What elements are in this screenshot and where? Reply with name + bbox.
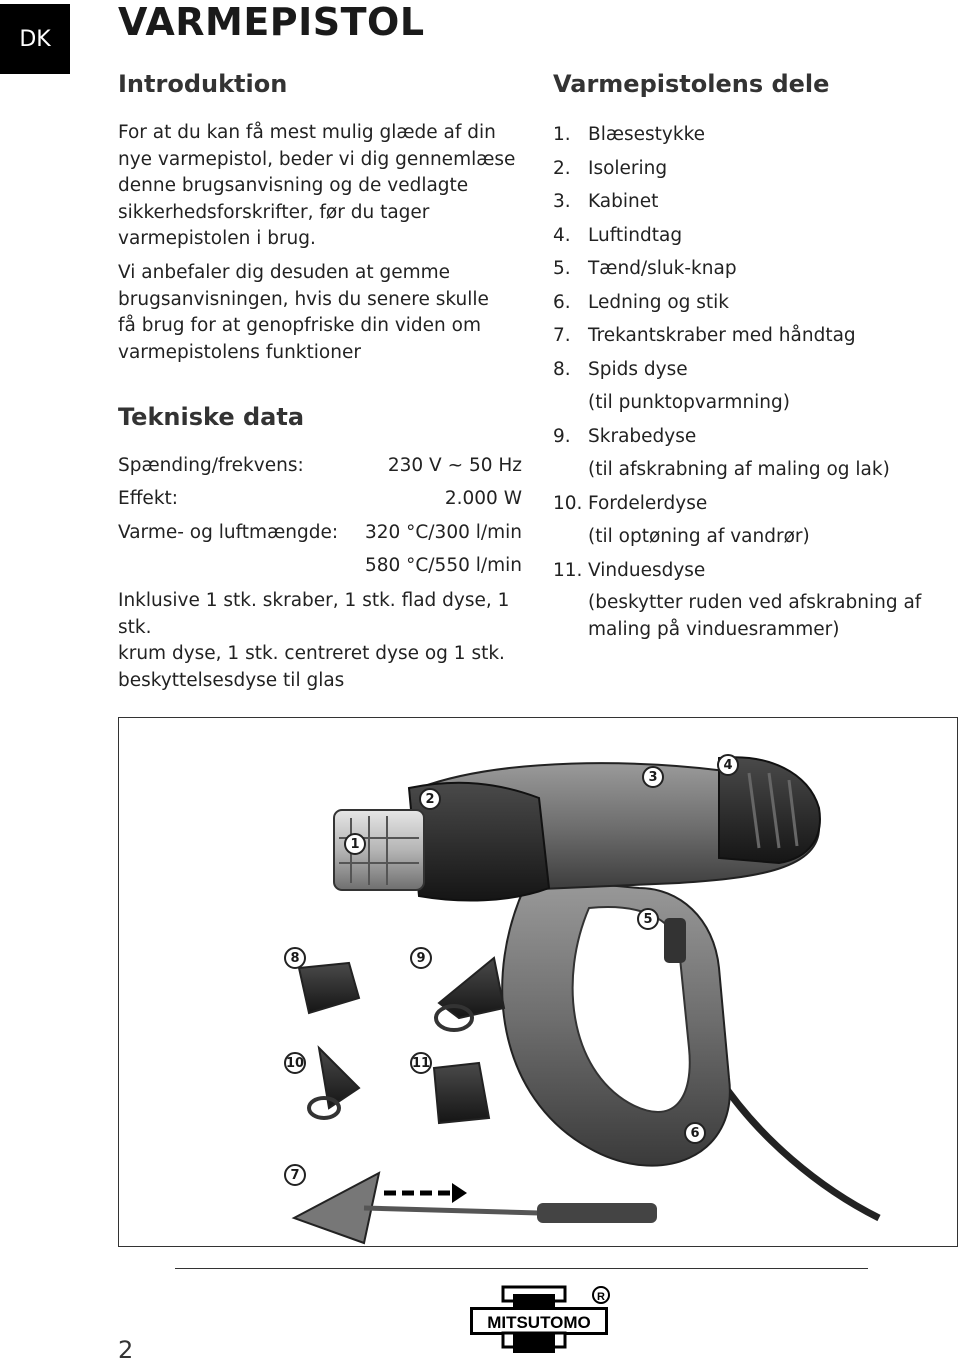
page-number: 2 [118,1336,134,1364]
callout-1: 1 [344,833,366,855]
parts-item-sub [553,388,953,422]
scraper-nozzle [439,958,504,1018]
parts-item [553,489,953,523]
window-nozzle [434,1063,489,1123]
parts-item [553,422,953,456]
parts-item [553,556,953,590]
parts-item-sub [553,455,953,489]
intro-line: varmepistolen i brug. [118,228,316,249]
brand-name: MITSUTOMO [487,1313,591,1332]
brand-logo [470,1285,615,1364]
document-title: VARMEPISTOL [118,0,425,44]
spec-label: Spænding/frekvens: [118,455,304,476]
language-tab [0,4,70,74]
heat-gun-illustration [119,718,958,1247]
intro-line: brugsanvisningen, hvis du senere skulle [118,288,489,310]
parts-item-text: Vinduesdyse [588,559,706,581]
intro-line: få brug for at genopfriske din viden om [118,315,481,336]
parts-item-number: 1. [553,124,571,145]
scraper-handle [537,1203,657,1223]
parts-item [553,120,953,154]
parts-item-text: Ledning og stik [588,291,730,313]
parts-item [553,254,953,288]
intro-line: For at du kan få mest mulig glæde af din [118,122,496,143]
scraper-arrowhead [452,1183,467,1203]
intro-line: varmepistolens funktioner [118,341,361,363]
callout-10: 10 [284,1052,306,1074]
parts-item-number: 6. [553,291,571,313]
footer-rule [175,1268,868,1269]
spec-value: 580 °C/550 l/min [364,555,522,576]
parts-list [553,120,953,643]
scraper-shaft [364,1208,539,1213]
parts-item-subtext: maling på vinduesrammer) [588,619,840,640]
parts-item-subtext: (til afskrabning af maling og lak) [588,459,890,480]
included-line: Inklusive 1 stk. skraber, 1 stk. flad dyse, 1 stk. [118,590,510,638]
registered-mark: R [597,1291,605,1303]
power-switch [664,918,686,963]
parts-item [553,154,953,188]
intro-paragraph-2 [118,260,538,366]
parts-item-subtext: (beskytter ruden ved afskrabning af [588,592,922,613]
parts-item [553,187,953,221]
parts-item-subtext: (til punktopvarmning) [588,392,790,413]
parts-item-number: 2. [553,157,571,179]
product-figure [118,717,958,1247]
spec-value: 320 °C/300 l/min [364,522,522,543]
parts-item-subtext: (til optøning af vandrør) [588,526,810,547]
parts-item-number: 3. [553,191,571,212]
intro-line: denne brugsanvisning og de vedlagte [118,175,469,196]
language-code: DK [19,26,51,52]
parts-item [553,221,953,255]
parts-item-number: 4. [553,224,571,246]
spot-nozzle [299,963,359,1013]
spec-value: 2.000 W [444,488,522,509]
included-line: krum dyse, 1 stk. centreret dyse og 1 stk. [118,643,505,664]
parts-item-number: 10. [553,492,583,514]
callout-9: 9 [410,947,432,969]
included-line: beskyttelsesdyse til glas [118,669,345,691]
parts-item-text: Luftindtag [588,224,683,246]
intro-line: nye varmepistol, beder vi dig gennemlæse [118,148,516,170]
parts-item-sub [553,522,953,556]
intro-paragraph-1 [118,120,538,253]
parts-item-text: Blæsestykke [588,124,706,145]
power-cable [719,1078,879,1218]
spec-label: Effekt: [118,488,179,509]
brand-logo-mark [470,1285,615,1360]
parts-item [553,355,953,389]
included-paragraph [118,588,548,694]
parts-item-text: Kabinet [588,191,659,212]
parts-item-number: 8. [553,358,571,380]
parts-item-number: 9. [553,425,571,447]
intro-line: Vi anbefaler dig desuden at gemme [118,262,451,283]
spec-value: 230 V ~ 50 Hz [387,455,522,476]
parts-item-number: 7. [553,325,571,346]
parts-item [553,288,953,322]
parts-item-number: 5. [553,258,571,279]
callout-11: 11 [410,1052,432,1074]
parts-item [553,321,953,355]
spec-label: Varme- og luftmængde: [118,522,339,543]
parts-item-text: Trekantskraber med håndtag [588,325,856,346]
parts-item-sub [553,589,953,616]
callout-8: 8 [284,947,306,969]
callout-3: 3 [642,766,664,788]
parts-item-text: Tænd/sluk-knap [588,258,737,279]
parts-item-text: Fordelerdyse [588,492,708,514]
callout-2: 2 [419,788,441,810]
intro-heading: Introduktion [118,70,288,98]
callout-6: 6 [684,1122,706,1144]
specs-heading: Tekniske data [118,403,305,431]
parts-item-text: Isolering [588,157,668,179]
callout-4: 4 [717,754,739,776]
parts-item-text: Spids dyse [588,358,688,380]
callout-5: 5 [637,908,659,930]
callout-7: 7 [284,1164,306,1186]
parts-item-text: Skrabedyse [588,425,697,447]
parts-item-number: 11. [553,559,583,581]
parts-item-sub [553,616,953,643]
parts-heading: Varmepistolens dele [553,70,830,98]
intro-line: sikkerhedsforskrifter, før du tager [118,201,430,223]
